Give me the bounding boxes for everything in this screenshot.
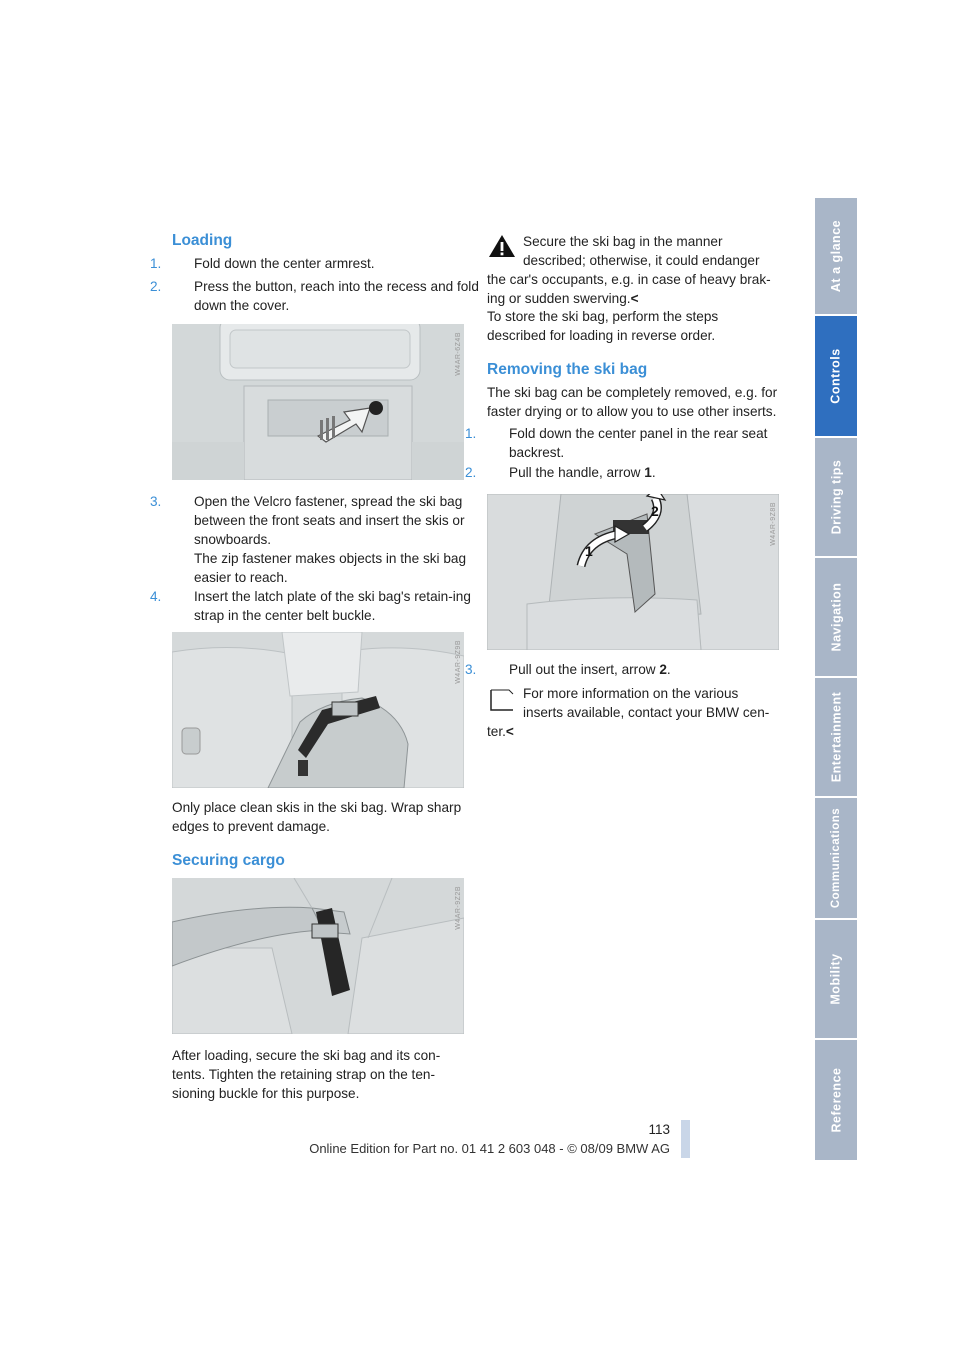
loading-heading: Loading <box>172 232 233 249</box>
tab-mobility[interactable]: Mobility <box>815 920 857 1038</box>
latch-plate-illustration <box>172 632 464 788</box>
page-number: 113 <box>648 1122 670 1137</box>
tab-navigation[interactable]: Navigation <box>815 558 857 676</box>
figure-code: W4AR-9Z8B <box>770 502 777 546</box>
securing-text: After loading, secure the ski bag and its con-tents. Tighten the retaining strap on the ten-sioning buckle for this purpose. <box>172 1048 441 1101</box>
arrow-1-label: 1 <box>585 543 593 559</box>
tab-entertainment[interactable]: Entertainment <box>815 678 857 796</box>
figure-code: W4AR-6Z4B <box>455 332 462 376</box>
loading-step-2: 2. Press the button, reach into the recess and fold down the cover. <box>150 279 479 313</box>
loading-step-4: 4. Insert the latch plate of the ski bag's retain-ing strap in the center belt buckle. <box>150 589 471 623</box>
tab-reference[interactable]: Reference <box>815 1040 857 1160</box>
figure-remove-handle <box>487 494 779 650</box>
footer-marker <box>681 1120 690 1158</box>
warning-text: Secure the ski bag in the manner described; otherwise, it could endanger the car's occupants, e.g. in case of heavy brak-ing or sudden swerving.< <box>487 234 771 306</box>
loading-step-1: 1. Fold down the center armrest. <box>150 256 375 271</box>
securing-strap-illustration <box>172 878 464 1034</box>
securing-cargo-heading: Securing cargo <box>172 852 285 869</box>
remove-handle-illustration <box>487 494 779 650</box>
figure-code: W4AR-9Z2B <box>455 886 462 930</box>
tab-communications[interactable]: Communications <box>815 798 857 918</box>
tab-at-a-glance[interactable]: At a glance <box>815 198 857 314</box>
removing-text: The ski bag can be completely removed, e.g. for faster drying or to allow you to use other inserts. <box>487 385 778 419</box>
removing-step-1: 1. Fold down the center panel in the rear seat backrest. <box>465 426 768 460</box>
figure-code: W4AR-9Z9B <box>455 640 462 684</box>
tab-controls[interactable]: Controls <box>815 316 857 436</box>
removing-heading: Removing the ski bag <box>487 361 648 378</box>
figure-securing-strap <box>172 878 464 1034</box>
figure-armrest-cover <box>172 324 464 480</box>
loading-step-3: 3. Open the Velcro fastener, spread the ski bag between the front seats and insert the skis or snowboards. <box>150 494 465 547</box>
removing-step-3: 3. Pull out the insert, arrow 2. <box>465 662 671 677</box>
skis-note: Only place clean skis in the ski bag. Wrap sharp edges to prevent damage. <box>172 800 462 834</box>
note-text: For more information on the various inserts available, contact your BMW cen-ter.< <box>487 686 770 739</box>
armrest-illustration <box>172 324 464 480</box>
figure-latch-plate <box>172 632 464 788</box>
tab-driving-tips[interactable]: Driving tips <box>815 438 857 556</box>
edition-note: Online Edition for Part no. 01 41 2 603 048 - © 08/09 BMW AG <box>309 1141 670 1156</box>
arrow-2-label: 2 <box>651 503 659 519</box>
loading-step-3-note: The zip fastener makes objects in the ski bag easier to reach. <box>194 551 467 585</box>
removing-step-2: 2. Pull the handle, arrow 1. <box>465 465 656 480</box>
store-text: To store the ski bag, perform the steps described for loading in reverse order. <box>487 309 719 343</box>
